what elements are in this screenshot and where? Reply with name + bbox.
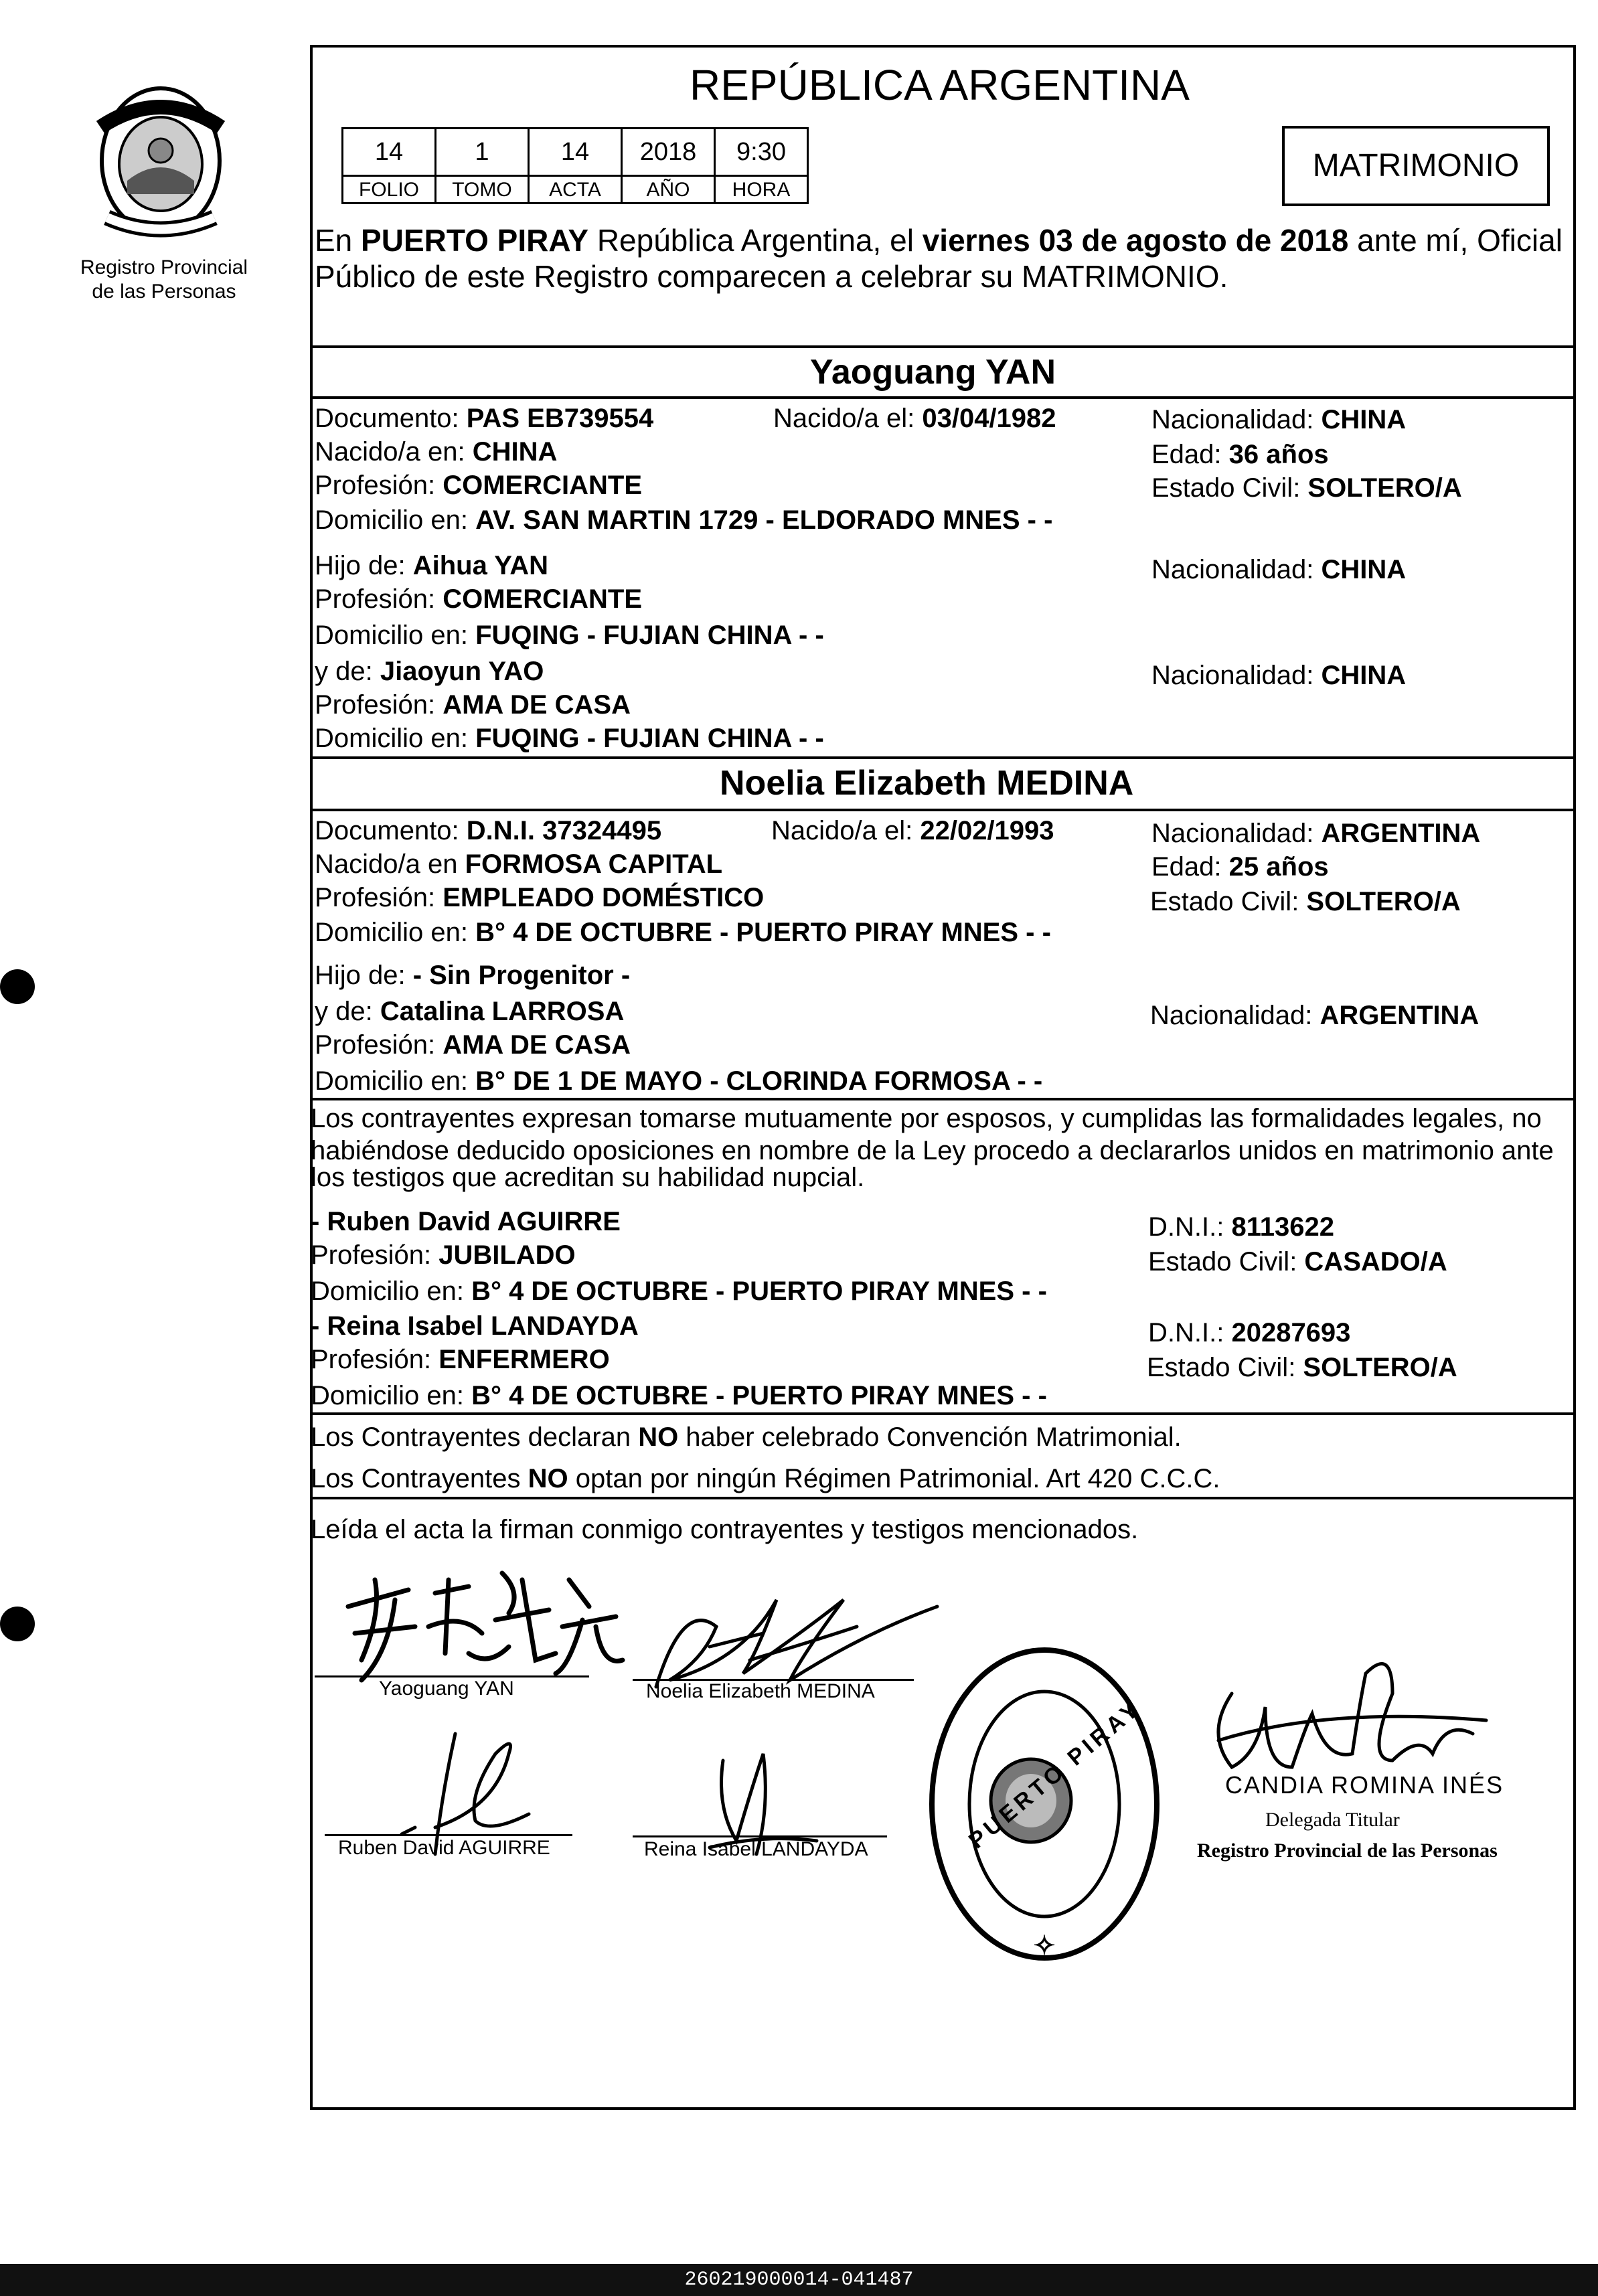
divider xyxy=(310,345,1576,348)
spouse2-mother-nationality xyxy=(1150,1000,1479,1031)
act-type-box xyxy=(1282,126,1550,206)
field-value: Jiaoyun YAO xyxy=(380,657,544,686)
field-label: Edad: xyxy=(1151,440,1229,469)
field-value: CHINA xyxy=(1321,405,1407,434)
spouse1-born xyxy=(773,403,1056,434)
field-value: SOLTERO/A xyxy=(1303,1353,1457,1382)
signature-line-4 xyxy=(633,1835,887,1837)
signature-officer-drawing xyxy=(1192,1653,1513,1787)
field-value: COMERCIANTE xyxy=(443,584,642,614)
witness2-civil xyxy=(1147,1352,1457,1383)
field-label: Nacido/a en xyxy=(315,849,465,879)
field-label: Estado Civil: xyxy=(1147,1353,1303,1382)
field-value: D.N.I. 37324495 xyxy=(466,816,662,845)
intro-place: PUERTO PIRAY xyxy=(361,223,589,258)
page-title: REPÚBLICA ARGENTINA xyxy=(690,61,1190,109)
registry-line-2: de las Personas xyxy=(92,280,236,303)
field-value: 22/02/1993 xyxy=(920,816,1054,845)
field-label: Estado Civil: xyxy=(1148,1247,1305,1277)
spouse1-birthplace xyxy=(315,436,557,467)
field-label: Documento: xyxy=(315,404,467,433)
signature-line-3 xyxy=(325,1834,572,1836)
spouse2-born xyxy=(771,815,1054,846)
spouse2-profession xyxy=(315,882,764,913)
field-value: CASADO/A xyxy=(1304,1247,1447,1277)
signature-label-1: Yaoguang YAN xyxy=(379,1677,514,1700)
field-label: Domicilio en: xyxy=(315,621,476,650)
folio-label: FOLIO xyxy=(341,175,436,204)
spouse1-name: Yaoguang YAN xyxy=(810,353,1056,392)
field-value: ENFERMERO xyxy=(438,1345,610,1374)
field-value: AMA DE CASA xyxy=(443,690,631,720)
field-label: Profesión: xyxy=(315,584,443,614)
field-value: FUQING - FUJIAN CHINA - - xyxy=(475,621,824,650)
field-value: B° 4 DE OCTUBRE - PUERTO PIRAY MNES - - xyxy=(471,1277,1047,1306)
act-type: MATRIMONIO xyxy=(1312,148,1520,183)
field-value: 20287693 xyxy=(1231,1318,1351,1347)
field-value: COMERCIANTE xyxy=(443,471,642,500)
spouse2-father xyxy=(315,960,630,991)
spouse1-profession xyxy=(315,470,642,501)
hora-label: HORA xyxy=(714,175,809,204)
witness2-name: - Reina Isabel LANDAYDA xyxy=(311,1311,639,1341)
field-label: Estado Civil: xyxy=(1151,473,1308,503)
field-label: Profesión: xyxy=(315,471,443,500)
clause-text: optan por ningún Régimen Patrimonial. Art 420 C.C.C. xyxy=(568,1464,1220,1493)
clause-text: haber celebrado Convención Matrimonial. xyxy=(678,1422,1182,1452)
field-label: Estado Civil: xyxy=(1150,887,1307,916)
field-value: Aihua YAN xyxy=(412,551,549,580)
registry-caption xyxy=(60,256,268,304)
field-label: y de: xyxy=(315,657,380,686)
field-value: 36 años xyxy=(1228,440,1329,469)
clause-text: Los Contrayentes declaran xyxy=(311,1422,639,1452)
field-label: Nacionalidad: xyxy=(1151,661,1322,690)
witness2-profession xyxy=(311,1344,610,1375)
spouse2-civil xyxy=(1150,886,1461,917)
hora-value: 9:30 xyxy=(714,127,809,177)
intro-line-1 xyxy=(315,222,1563,258)
field-label: Nacionalidad: xyxy=(1151,405,1322,434)
field-value: B° 4 DE OCTUBRE - PUERTO PIRAY MNES - - xyxy=(471,1381,1047,1410)
anio-value: 2018 xyxy=(621,127,716,177)
field-value: SOLTERO/A xyxy=(1306,887,1461,916)
spouse1-nationality xyxy=(1151,404,1406,435)
field-label: Domicilio en: xyxy=(315,1066,476,1096)
field-label: Domicilio en: xyxy=(311,1381,472,1410)
field-label: Nacionalidad: xyxy=(1151,819,1322,848)
field-value: ARGENTINA xyxy=(1321,819,1481,848)
witness2-dni xyxy=(1148,1317,1350,1348)
field-value: PAS EB739554 xyxy=(466,404,654,433)
officer-role: Delegada Titular xyxy=(1265,1809,1400,1831)
footer-code: 260219000014-041487 xyxy=(0,2264,1598,2296)
field-value: - Sin Progenitor - xyxy=(412,961,631,990)
field-value: ARGENTINA xyxy=(1320,1001,1480,1030)
declaration-line-1: Los contrayentes expresan tomarse mutuamente por esposos, y cumplidas las formalidades legales, no xyxy=(311,1104,1542,1133)
spouse2-domicile xyxy=(315,917,1051,948)
field-label: Domicilio en: xyxy=(315,724,476,753)
stamp-ring-text: DELEGACION DEL REGISTRO PROVINCIAL DE LAS PERSONAS xyxy=(940,1967,1149,1988)
spouse1-father-profession xyxy=(315,584,642,614)
clause-emphasis: NO xyxy=(638,1422,679,1452)
stamp-inner-text: PUERTO PIRAY xyxy=(964,1695,1147,1854)
tomo-label: TOMO xyxy=(434,175,530,204)
field-label: Profesión: xyxy=(315,690,443,720)
spouse2-name: Noelia Elizabeth MEDINA xyxy=(720,764,1134,803)
field-label: Documento: xyxy=(315,816,467,845)
field-label: Hijo de: xyxy=(315,551,413,580)
field-value: FORMOSA CAPITAL xyxy=(465,849,723,879)
spouse2-birthplace xyxy=(315,849,722,880)
field-value: 25 años xyxy=(1228,852,1329,882)
spouse1-civil xyxy=(1151,473,1462,503)
witness1-civil xyxy=(1148,1246,1447,1277)
field-label: y de: xyxy=(315,997,380,1026)
signature-label-3: Ruben David AGUIRRE xyxy=(338,1837,550,1859)
spouse1-mother xyxy=(315,656,544,687)
field-label: Nacido/a en: xyxy=(315,437,473,467)
spouse1-father xyxy=(315,550,548,581)
field-value: B° DE 1 DE MAYO - CLORINDA FORMOSA - - xyxy=(475,1066,1043,1096)
spouse1-father-domicile xyxy=(315,620,824,651)
punch-hole-top xyxy=(0,969,35,1004)
field-label: Nacido/a el: xyxy=(773,404,923,433)
divider xyxy=(310,1412,1576,1415)
field-value: FUQING - FUJIAN CHINA - - xyxy=(475,724,824,753)
spouse1-mother-nationality xyxy=(1151,660,1406,691)
spouse1-mother-domicile xyxy=(315,723,824,754)
clause-convention xyxy=(311,1422,1182,1453)
field-value: Catalina LARROSA xyxy=(380,997,625,1026)
intro-text-3: ante mí, Oficial xyxy=(1348,223,1563,258)
folio-value: 14 xyxy=(341,127,436,177)
punch-hole-bottom xyxy=(0,1607,35,1641)
spouse1-domicile xyxy=(315,505,1052,536)
field-label: Profesión: xyxy=(311,1240,439,1270)
field-label: Profesión: xyxy=(315,1030,443,1060)
field-value: AMA DE CASA xyxy=(443,1030,631,1060)
field-value: 03/04/1982 xyxy=(922,404,1056,433)
spouse1-age xyxy=(1151,439,1329,470)
field-value: B° 4 DE OCTUBRE - PUERTO PIRAY MNES - - xyxy=(475,918,1051,947)
official-stamp xyxy=(924,1640,1165,1968)
witness1-name: - Ruben David AGUIRRE xyxy=(311,1207,621,1236)
spouse1-father-nationality xyxy=(1151,554,1406,585)
field-label: Domicilio en: xyxy=(311,1277,472,1306)
witness1-profession xyxy=(311,1240,576,1270)
clause-text: Los Contrayentes xyxy=(311,1464,528,1493)
field-label: D.N.I.: xyxy=(1148,1212,1232,1242)
divider xyxy=(310,1098,1576,1100)
field-label: Nacionalidad: xyxy=(1151,555,1322,584)
officer-registry: Registro Provincial de las Personas xyxy=(1197,1839,1498,1862)
signature-label-4: Reina Isabel LANDAYDA xyxy=(644,1838,868,1860)
clause-emphasis: NO xyxy=(528,1464,568,1493)
spouse2-age xyxy=(1151,851,1329,882)
spouse2-mother xyxy=(315,996,624,1027)
registry-line-1: Registro Provincial xyxy=(80,256,248,278)
spouse1-document xyxy=(315,403,653,434)
field-value: 8113622 xyxy=(1231,1212,1334,1242)
acta-value: 14 xyxy=(528,127,623,177)
field-value: CHINA xyxy=(1321,661,1407,690)
intro-text-2: República Argentina, el xyxy=(588,223,923,258)
tomo-value: 1 xyxy=(434,127,530,177)
field-value: AV. SAN MARTIN 1729 - ELDORADO MNES - - xyxy=(475,505,1053,535)
field-label: Edad: xyxy=(1151,852,1229,882)
spouse2-nationality xyxy=(1151,818,1480,849)
field-value: JUBILADO xyxy=(438,1240,576,1270)
anio-label: AÑO xyxy=(621,175,716,204)
svg-text:✧: ✧ xyxy=(1033,1931,1056,1961)
officer-name: CANDIA ROMINA INÉS xyxy=(1225,1771,1504,1799)
witness1-dni xyxy=(1148,1212,1334,1242)
signature-label-2: Noelia Elizabeth MEDINA xyxy=(646,1680,875,1702)
field-label: Domicilio en: xyxy=(315,918,476,947)
field-label: Nacionalidad: xyxy=(1150,1001,1320,1030)
field-label: Domicilio en: xyxy=(315,505,476,535)
field-label: Profesión: xyxy=(315,883,443,912)
spouse2-mother-domicile xyxy=(315,1066,1042,1096)
province-seal xyxy=(80,80,241,248)
intro-line-2: Público de este Registro comparecen a celebrar su MATRIMONIO. xyxy=(315,259,1228,294)
intro-date: viernes 03 de agosto de 2018 xyxy=(922,223,1349,258)
field-value: CHINA xyxy=(1321,555,1407,584)
field-label: Nacido/a el: xyxy=(771,816,921,845)
signature-yaoguang-drawing xyxy=(335,1553,629,1687)
spouse2-document xyxy=(315,815,661,846)
intro-text-1: En xyxy=(315,223,362,258)
spouse2-mother-profession xyxy=(315,1030,631,1060)
closing-statement: Leída el acta la firman conmigo contrayentes y testigos mencionados. xyxy=(311,1515,1139,1544)
witness2-domicile xyxy=(311,1380,1047,1411)
divider xyxy=(310,756,1576,759)
field-label: Hijo de: xyxy=(315,961,413,990)
field-label: D.N.I.: xyxy=(1148,1318,1232,1347)
field-value: CHINA xyxy=(472,437,558,467)
spouse1-mother-profession xyxy=(315,689,631,720)
declaration-line-3: los testigos que acreditan su habilidad nupcial. xyxy=(311,1163,865,1192)
divider xyxy=(310,1497,1576,1499)
clause-regime xyxy=(311,1463,1220,1494)
divider xyxy=(310,809,1576,811)
divider xyxy=(310,396,1576,399)
acta-label: ACTA xyxy=(528,175,623,204)
witness1-domicile xyxy=(311,1276,1047,1307)
field-label: Profesión: xyxy=(311,1345,439,1374)
field-value: EMPLEADO DOMÉSTICO xyxy=(443,883,765,912)
field-value: SOLTERO/A xyxy=(1307,473,1462,503)
declaration-line-2: habiéndose deducido oposiciones en nombre de la Ley procedo a declararlos unidos en matrimonio ante xyxy=(311,1136,1554,1165)
reference-table xyxy=(341,127,817,208)
